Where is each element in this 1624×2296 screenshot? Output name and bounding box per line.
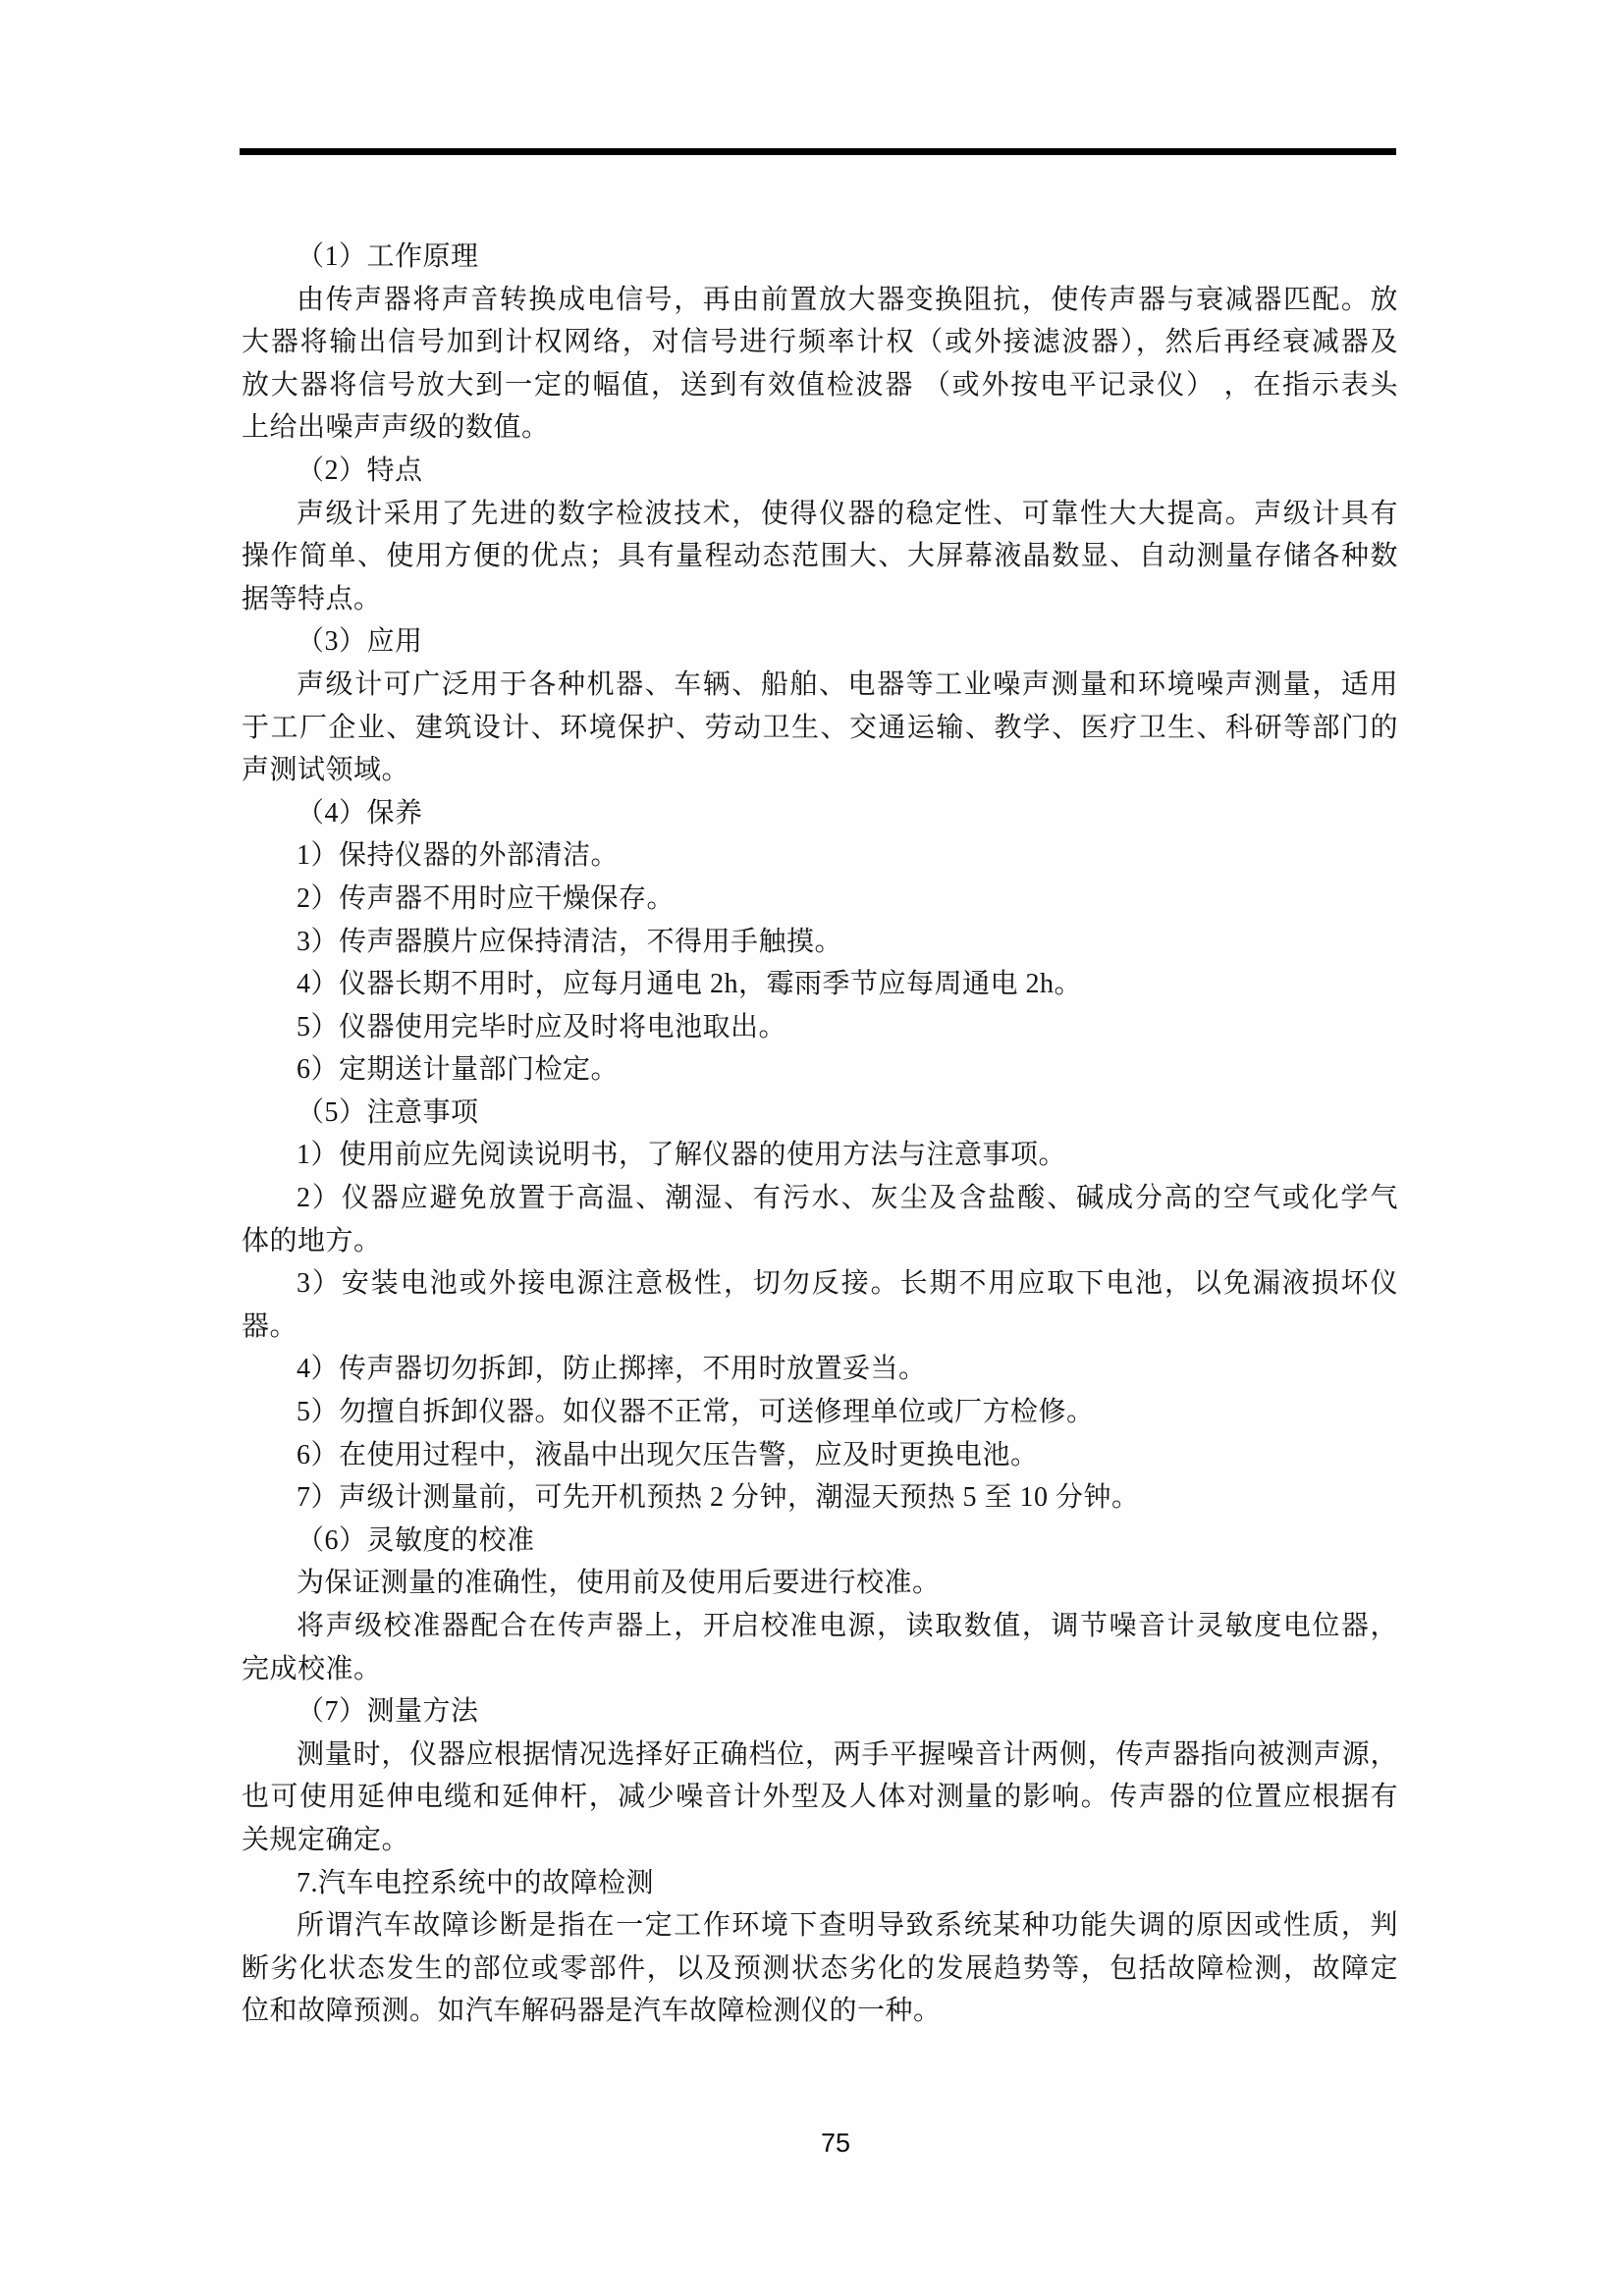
text-line: 声级计采用了先进的数字检波技术，使得仪器的稳定性、可靠性大大提高。声级计具有 xyxy=(297,498,1398,529)
page-number: 75 xyxy=(820,2128,851,2158)
text-line: 3）安装电池或外接电源注意极性，切勿反接。长期不用应取下电池，以免漏液损坏仪 xyxy=(297,1268,1398,1300)
header-rule-divider xyxy=(240,148,1396,155)
text-line: 5）勿擅自拆卸仪器。如仪器不正常，可送修理单位或厂方检修。 xyxy=(297,1397,1095,1428)
text-line: 放大器将信号放大到一定的幅值，送到有效值检波器 （或外按电平记录仪） ，在指示表头 xyxy=(242,369,1398,400)
text-line: 4）仪器长期不用时，应每月通电 2h，霉雨季节应每周通电 2h。 xyxy=(297,969,1083,1000)
text-line: 声级计可广泛用于各种机器、车辆、船舶、电器等工业噪声测量和环境噪声测量，适用 xyxy=(297,668,1398,700)
text-line: （5）注意事项 xyxy=(297,1096,479,1128)
text-line: （1）工作原理 xyxy=(297,241,479,272)
text-line: 也可使用延伸电缆和延伸杆，减少噪音计外型及人体对测量的影响。传声器的位置应根据有 xyxy=(242,1782,1398,1813)
text-line: 于工厂企业、建筑设计、环境保护、劳动卫生、交通运输、教学、医疗卫生、科研等部门的 xyxy=(242,712,1398,743)
text-line: 据等特点。 xyxy=(242,583,382,614)
text-line: 体的地方。 xyxy=(242,1225,382,1256)
text-line: 6）定期送计量部门检定。 xyxy=(297,1054,620,1086)
text-line: 为保证测量的准确性，使用前及使用后要进行校准。 xyxy=(297,1568,941,1599)
text-line: 器。 xyxy=(242,1310,298,1342)
text-line: 将声级校准器配合在传声器上，开启校准电源，读取数值，调节噪音计灵敏度电位器， xyxy=(297,1611,1398,1641)
text-line: （6）灵敏度的校准 xyxy=(297,1524,535,1556)
text-line: 完成校准。 xyxy=(242,1653,382,1684)
text-line: （3）应用 xyxy=(297,626,423,658)
text-line: 关规定确定。 xyxy=(242,1824,410,1855)
text-line: 1）使用前应先阅读说明书，了解仪器的使用方法与注意事项。 xyxy=(297,1140,1067,1171)
text-line: 4）传声器切勿拆卸，防止掷摔，不用时放置妥当。 xyxy=(297,1354,927,1385)
text-line: 声测试领域。 xyxy=(242,755,410,786)
text-line: 1）保持仪器的外部清洁。 xyxy=(297,840,620,872)
text-line: 6）在使用过程中，液晶中出现欠压告警，应及时更换电池。 xyxy=(297,1439,1039,1470)
text-line: 2）仪器应避免放置于高温、潮湿、有污水、灰尘及含盐酸、碱成分高的空气或化学气 xyxy=(297,1183,1398,1214)
text-line: 所谓汽车故障诊断是指在一定工作环境下查明导致系统某种功能失调的原因或性质，判 xyxy=(297,1910,1398,1942)
text-line: 测量时，仪器应根据情况选择好正确档位，两手平握噪音计两侧，传声器指向被测声源， xyxy=(297,1738,1398,1770)
text-line: 3）传声器膜片应保持清洁，不得用手触摸。 xyxy=(297,926,843,957)
text-line: 上给出噪声声级的数值。 xyxy=(242,412,550,444)
text-line: （7）测量方法 xyxy=(297,1696,479,1728)
text-line: （2）特点 xyxy=(297,454,423,486)
text-line: 5）仪器使用完毕时应及时将电池取出。 xyxy=(297,1011,787,1042)
text-line: 操作简单、使用方便的优点；具有量程动态范围大、大屏幕液晶数显、自动测量存储各种数 xyxy=(242,541,1398,572)
text-line: 位和故障预测。如汽车解码器是汽车故障检测仪的一种。 xyxy=(242,1996,942,2027)
text-line: 由传声器将声音转换成电信号，再由前置放大器变换阻抗，使传声器与衰减器匹配。放 xyxy=(297,284,1398,315)
text-line: 7）声级计测量前，可先开机预热 2 分钟，潮湿天预热 5 至 10 分钟。 xyxy=(297,1482,1140,1514)
text-line: （4）保养 xyxy=(297,797,423,828)
text-line: 2）传声器不用时应干燥保存。 xyxy=(297,882,676,914)
text-line: 大器将输出信号加到计权网络，对信号进行频率计权（或外接滤波器），然后再经衰减器及 xyxy=(242,327,1398,358)
document-body xyxy=(242,236,1398,2033)
text-line: 断劣化状态发生的部位或零部件，以及预测状态劣化的发展趋势等，包括故障检测，故障定 xyxy=(242,1952,1398,1984)
text-line: 7.汽车电控系统中的故障检测 xyxy=(297,1867,655,1898)
